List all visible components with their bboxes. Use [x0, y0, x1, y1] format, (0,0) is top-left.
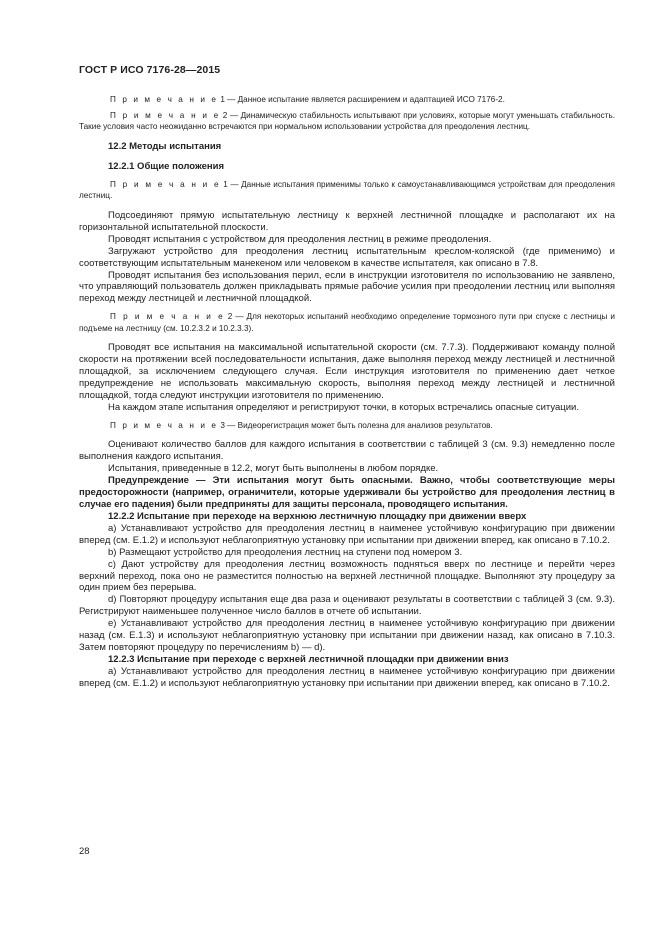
paragraph: Подсоединяют прямую испытательную лестницу к верхней лестничной площадке и располагают их на горизонтальной испытательной плоскости.: [79, 209, 615, 233]
warning-paragraph: Предупреждение — Эти испытания могут быть опасными. Важно, чтобы соответствующие меры предосторожности (например, ограничители, которые удерживали бы устройство для преодоления лестниц в случае его падения) были предприняты для защиты персонала, проводящего испытания.: [79, 475, 615, 510]
paragraph: Проводят испытания без использования перил, если в инструкции изготовителя по использованию не заявлено, что управляющий пользователь должен прикладывать прямые рабочие усилия при преодолении лестниц или выполняя переход между лестницей и лестничной площадкой.: [79, 269, 615, 305]
note-text: 1 — Данные испытания применимы только к самоустанавливающимся устройствам для преодоления лестниц.: [79, 179, 615, 201]
note-2: [79, 110, 615, 133]
paragraph: Оценивают количество баллов для каждого испытания в соответствии с таблицей 3 (см. 9.3) немедленно после выполнения каждого испытания.: [79, 439, 615, 463]
section-heading-12-2-2: 12.2.2 Испытание при переходе на верхнюю лестничную площадку при движении вверх: [108, 510, 527, 522]
document-page: [79, 64, 615, 690]
note-label: П р и м е ч а н и е: [110, 95, 219, 104]
note-text: 1 — Данное испытание является расширением и адаптацией ИСО 7176-2.: [220, 95, 505, 104]
paragraph: На каждом этапе испытания определяют и регистрируют точки, в которых встречались опасные ситуации.: [108, 401, 579, 413]
note-label: П р и м е ч а н и е: [110, 420, 219, 430]
note-label: П р и м е ч а н и е: [110, 110, 221, 120]
note-text: 2 — Динамическую стабильность испытывают при условиях, которые могут уменьшать стабильность. Такие условия часто неожиданно встречаются при нормальном использовании устройства для преодоления лестниц.: [79, 110, 615, 132]
note-label: П р и м е ч а н и е: [110, 312, 225, 322]
page-number: 28: [79, 846, 90, 857]
section-heading-12-2: 12.2 Методы испытания: [108, 140, 222, 152]
section-heading-12-2-3: 12.2.3 Испытание при переходе с верхней лестничной площадки при движении вниз: [108, 653, 509, 665]
list-item-d: d) Повторяют процедуру испытания еще два раза и оценивают результаты в соответствии с таблицей 3 (см. 9.3). Регистрируют наименьшее полученное число баллов в отчете об испытании.: [79, 594, 615, 618]
list-item-a: a) Устанавливают устройство для преодоления лестниц в наименее устойчивую конфигурацию при движении вперед (см. Е.1.2) и используют неблагоприятную установку при испытании при движении вперед, как описано в 7.10.2.: [79, 665, 615, 689]
note-text: 2 — Для некоторых испытаний необходимо определение тормозного пути при спуске с лестницы и подъеме на лестницу (см. 10.2.3.2 и 10.2.3.3).: [79, 312, 615, 333]
note-4: [79, 311, 615, 334]
note-3: [79, 179, 615, 202]
list-item-b: b) Размещают устройство для преодоления лестниц на ступени под номером 3.: [108, 546, 463, 558]
list-item-e: e) Устанавливают устройство для преодоления лестниц в наименее устойчивую конфигурацию при движении назад (см. Е.1.3) и используют неблагоприятную установку при испытании при движении назад, как описано в 7.10.3. Затем повторяют процедуру по перечислениям b) — d).: [79, 618, 615, 653]
paragraph: Проводят испытания с устройством для преодоления лестниц в режиме преодоления.: [108, 233, 492, 245]
list-item-c: c) Дают устройству для преодоления лестниц возможность подняться вверх по лестнице и перейти через верхний переход, пока оно не разместится полностью на верхней лестничной площадке. Выполняют эту процедуру за один прием без перерыва.: [79, 558, 615, 594]
note-1: [79, 94, 615, 106]
note-5: [79, 420, 615, 432]
paragraph: Проводят все испытания на максимальной испытательной скорости (см. 7.7.3). Поддерживают команду полной скорости на протяжении всей последовательности испытания, даже выполняя переход между лестницей и лестничной площадкой, за исключением следующего случая. Если инструкция изготовителя по применению дает четкое предупреждение не использовать максимальную скорость, выполняя переход между лестницей и лестничной площадкой, тогда следуют инструкции изготовителя по применению.: [79, 342, 615, 402]
paragraph: Испытания, приведенные в 12.2, могут быть выполнены в любом порядке.: [108, 463, 439, 475]
note-text: 3 — Видеорегистрация может быть полезна для анализов результатов.: [220, 420, 493, 430]
document-header: ГОСТ Р ИСО 7176-28—2015: [79, 64, 221, 76]
note-label: П р и м е ч а н и е: [110, 179, 221, 189]
paragraph: Загружают устройство для преодоления лестниц испытательным креслом-коляской (где применимо) и соответствующим испытательным манекеном или человеком в качестве испытателя, как описано в 7.8.: [79, 245, 615, 269]
list-item-a: a) Устанавливают устройство для преодоления лестниц в наименее устойчивую конфигурацию при движении вперед (см. Е.1.2) и используют неблагоприятную установку при испытании при движении вперед, как описано в 7.10.2.: [79, 522, 615, 546]
section-heading-12-2-1: 12.2.1 Общие положения: [108, 160, 224, 172]
